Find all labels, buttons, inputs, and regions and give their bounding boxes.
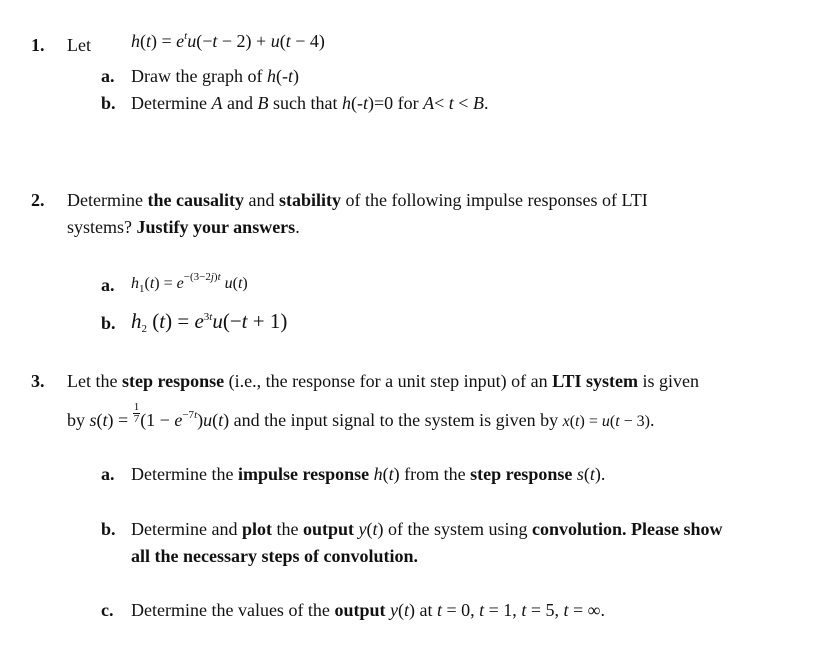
q3-line1: Let the step response (i.e., the response for a unit step input) of an LTI system is given — [67, 371, 699, 391]
q2-line1: Determine the causality and stability of the following impulse responses of LTI — [67, 190, 648, 210]
q3-c-text: Determine the values of the output y(t) at t = 0, t = 1, t = 5, t = ∞. — [131, 600, 605, 620]
q1-b-label: b. — [101, 93, 116, 113]
q3-b-line2: all the necessary steps of convolution. — [131, 546, 418, 566]
q3-c-label: c. — [101, 600, 114, 620]
q2-b-label: b. — [101, 313, 116, 333]
q2-a-equation: $h_1(t) = e^{-(3-2j)t}$ u(t) — [131, 271, 248, 295]
q3-b-line1: Determine and plot the output y(t) of the system using convolution. Please show — [131, 519, 723, 539]
q2-a-label: a. — [101, 275, 115, 295]
q1-a-label: a. — [101, 66, 115, 86]
q3-line2: by s(t) = $\frac{1}{7}$ $(1 - e^{-7t})u(t)$ and the input signal to the system is given by x(t) = u(t − 3). — [67, 401, 655, 430]
q2-number: 2. — [31, 190, 45, 210]
q3-a-text: Determine the impulse response h(t) from the step response s(t). — [131, 464, 606, 484]
q1-intro: Let — [67, 35, 91, 55]
q1-equation: $h(t) = e^tu(-t - 2) + u(t - 4)$ — [131, 30, 325, 51]
q1-number: 1. — [31, 35, 45, 55]
q3-a-label: a. — [101, 464, 115, 484]
q2-line2: systems? Justify your answers. — [67, 217, 300, 237]
q2-b-equation: $h_2$ $(t) = e^{3t}u(-t + 1)$ — [131, 309, 288, 335]
q3-number: 3. — [31, 371, 45, 391]
q1-b-text: Determine A and B such that h(-t)=0 for A< t < B. — [131, 93, 489, 113]
q3-b-label: b. — [101, 519, 116, 539]
q1-a-text: Draw the graph of h(-t) — [131, 66, 299, 86]
